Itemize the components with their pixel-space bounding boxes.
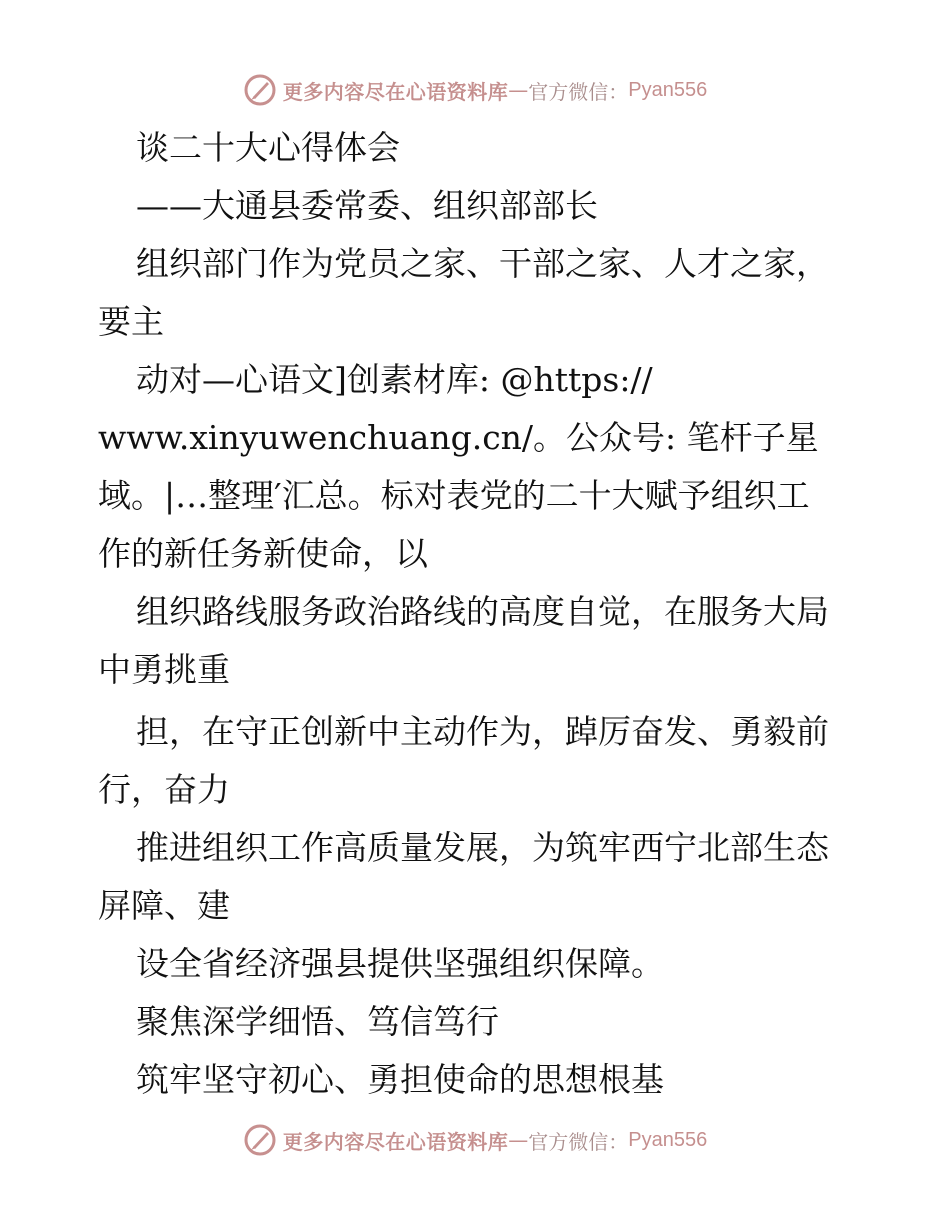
watermark-official: 官方微信： [528, 1129, 629, 1154]
doc-line: 组织路线服务政治路线的高度自觉，在服务大局 [136, 592, 829, 631]
doc-line: 中勇挑重 [98, 650, 230, 689]
watermark-header [0, 70, 950, 110]
watermark-name: 更多内容尽在心语资料库 [282, 79, 509, 104]
watermark-id: Pyan556 [628, 1128, 708, 1151]
doc-line: 要主 [98, 302, 164, 341]
doc-heading: 筑牢坚守初心、勇担使命的思想根基 [136, 1060, 664, 1099]
doc-line: 担，在守正创新中主动作为，踔厉奋发、勇毅前 [136, 712, 829, 751]
doc-line: 行，奋力 [98, 770, 230, 809]
doc-line: 设全省经济强县提供坚强组织保障。 [136, 944, 664, 983]
doc-line: 动对—心语文]创素材库: @https:// [136, 360, 653, 399]
doc-line: 域。|…整理′汇总。标对表党的二十大赋予组织工 [98, 476, 810, 515]
doc-line: 屏障、建 [98, 886, 230, 925]
brush-logo-icon [243, 1123, 277, 1157]
doc-heading: 聚焦深学细悟、笃信笃行 [136, 1002, 499, 1041]
watermark-name: 更多内容尽在心语资料库 [282, 1129, 509, 1154]
watermark-dash: — [508, 1128, 529, 1152]
watermark-footer [0, 1120, 950, 1160]
doc-line: www.xinyuwenchuang.cn/。公众号: 笔杆子星 [98, 418, 819, 457]
brush-logo-icon [243, 73, 277, 107]
doc-subtitle: ——大通县委常委、组织部部长 [136, 186, 598, 225]
doc-line: 作的新任务新使命，以 [98, 534, 428, 573]
watermark-dash: — [508, 78, 529, 102]
doc-line: 推进组织工作高质量发展，为筑牢西宁北部生态 [136, 828, 829, 867]
doc-line: 组织部门作为党员之家、干部之家、人才之家， [136, 244, 829, 283]
watermark-official: 官方微信： [528, 79, 629, 104]
doc-title: 谈二十大心得体会 [136, 128, 400, 167]
watermark-id: Pyan556 [628, 78, 708, 101]
